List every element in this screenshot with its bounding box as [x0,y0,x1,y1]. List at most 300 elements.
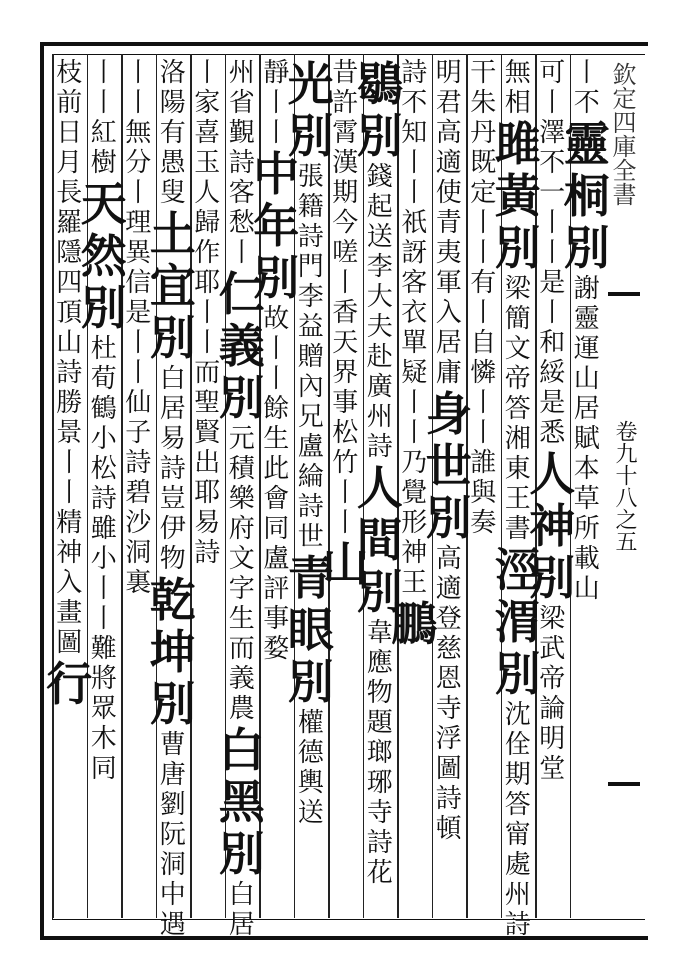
body-char: 詩 [366,432,393,462]
entry-title-char: 義 [218,319,265,373]
body-char: 月 [56,148,83,178]
body-char: 丨 [470,388,497,418]
body-char: 大 [366,282,393,312]
body-char: 丨 [125,328,152,358]
body-char: 丨 [263,334,290,364]
body-char: 李 [297,282,324,312]
entry-title-char: 別 [149,677,196,731]
body-char: 王 [401,568,428,598]
body-char: 而 [194,358,221,388]
body-char: 佺 [504,730,531,760]
body-char: 阮 [159,820,186,850]
margin-edge-title: 欽定四庫全書 [608,62,636,206]
entry-title-char: 宜 [149,259,196,313]
body-char: 信 [125,268,152,298]
body-char: 詩 [504,910,531,940]
body-char: 易 [159,424,186,454]
body-char: 詩 [159,454,186,484]
body-char: 武 [539,634,566,664]
body-char: 入 [435,298,462,328]
body-char: 荀 [90,364,117,394]
body-char: 丨 [401,388,428,418]
body-char: 世 [297,522,324,552]
body-char: 無 [125,118,152,148]
entry-title-char: 身 [425,387,472,441]
body-char: 浮 [435,724,462,754]
body-char: 不 [573,88,600,118]
body-char: 期 [332,178,359,208]
entry-title-char: 間 [356,513,403,567]
body-char: 沈 [504,700,531,730]
body-char: 沙 [125,508,152,538]
body-char: 輿 [297,768,324,798]
entry-title-char: 天 [80,177,127,231]
body-char: 慈 [435,634,462,664]
body-char: 小 [90,544,117,574]
body-char: 應 [366,648,393,678]
body-char: 山 [573,574,600,604]
entry-title-char: 乾 [149,573,196,627]
body-char: 適 [435,148,462,178]
body-char: 物 [366,678,393,708]
body-char: 靜 [263,58,290,88]
entry-title-char: 別 [425,491,472,545]
body-char: 詩 [435,784,462,814]
body-char: 神 [401,538,428,568]
entry-title-char: 涇 [494,543,541,597]
body-char: 歸 [194,208,221,238]
body-char: 愚 [159,148,186,178]
entry-title-char: 世 [425,439,472,493]
body-char: 異 [125,238,152,268]
body-char: 豈 [159,484,186,514]
body-char: 丨 [56,448,83,478]
body-char: 婺 [263,634,290,664]
body-char: 樹 [90,148,117,178]
body-char: 丨 [539,88,566,118]
body-char: 不 [401,88,428,118]
body-char: 玉 [194,148,221,178]
body-char: 長 [56,178,83,208]
body-char: 精 [56,508,83,538]
body-char: 起 [366,192,393,222]
body-char: 詩 [297,492,324,522]
body-char: 生 [263,424,290,454]
entry-title-char: 別 [563,221,610,275]
body-char: 處 [504,850,531,880]
entry-title-char: 坤 [149,625,196,679]
body-char: 農 [228,694,255,724]
body-char: 松 [90,454,117,484]
body-char: 丨 [263,364,290,394]
body-char: 相 [504,88,531,118]
entry-title-char: 仁 [218,267,265,321]
body-char: 謝 [573,274,600,304]
body-char: 丨 [125,178,152,208]
body-char: 庸 [435,358,462,388]
body-char: 碧 [125,478,152,508]
body-char: 人 [194,178,221,208]
body-char: 漢 [332,148,359,178]
body-char: 昔 [332,58,359,88]
body-char: 錢 [366,162,393,192]
body-char: 松 [332,418,359,448]
body-char: 丨 [470,418,497,448]
body-char: 易 [194,508,221,538]
body-char: 甯 [504,820,531,850]
body-char: 而 [228,634,255,664]
body-char: 本 [573,454,600,484]
body-char: 陽 [159,88,186,118]
body-char: 送 [366,222,393,252]
body-char: 丨 [56,478,83,508]
body-char: 仙 [125,388,152,418]
body-char: 聖 [194,388,221,418]
body-char: 悉 [539,418,566,448]
body-char: 丨 [194,58,221,88]
body-char: 帝 [504,364,531,394]
body-char: 德 [297,738,324,768]
body-char: 瑯 [366,738,393,768]
body-char: 詩 [125,448,152,478]
body-char: 奏 [470,508,497,538]
body-char: 是 [125,298,152,328]
margin-line-upper [608,292,640,296]
body-char: 枝 [56,58,83,88]
body-char: 詩 [90,484,117,514]
body-char: 耶 [194,478,221,508]
entry-title-char: 光 [287,57,334,111]
body-char: 界 [332,358,359,388]
entry-title-char: 黑 [218,775,265,829]
body-char: 夷 [435,238,462,268]
entry-title-char: 別 [494,647,541,701]
body-char: 山 [56,328,83,358]
body-char: 草 [573,484,600,514]
body-char: 運 [573,334,600,364]
body-char: 入 [56,568,83,598]
body-char: 丨 [539,208,566,238]
body-char: 丨 [539,298,566,328]
body-char: 登 [435,604,462,634]
body-char: 文 [504,334,531,364]
body-char: 有 [159,118,186,148]
body-char: 客 [228,178,255,208]
body-char: 誰 [470,448,497,478]
entry-title-char: 鶡 [356,57,403,111]
body-char: 適 [435,574,462,604]
body-char: 論 [539,694,566,724]
body-char: 樂 [228,484,255,514]
body-char: 居 [573,394,600,424]
body-char: 高 [435,118,462,148]
body-char: 日 [56,118,83,148]
body-char: 劉 [159,790,186,820]
body-char: 故 [263,304,290,334]
body-char: 省 [228,88,255,118]
body-char: 杜 [90,334,117,364]
body-char: 州 [504,880,531,910]
body-char: 和 [539,328,566,358]
body-char: 頂 [56,298,83,328]
body-char: 不 [539,148,566,178]
body-char: 丨 [332,478,359,508]
body-char: 高 [435,544,462,574]
body-char: 權 [297,708,324,738]
body-char: 遇 [159,910,186,940]
entry-title-char: 別 [287,655,334,709]
body-char: 紅 [90,118,117,148]
entry-title-char: 人 [356,461,403,515]
body-char: 軍 [435,268,462,298]
body-char: 單 [401,328,428,358]
body-char: 琊 [366,768,393,798]
body-char: 花 [366,858,393,888]
body-char: 門 [297,252,324,282]
entry-title-char: 別 [80,281,127,335]
body-char: 事 [263,604,290,634]
body-char: 愁 [228,208,255,238]
body-char: 張 [297,162,324,192]
body-char: 白 [159,364,186,394]
body-char: 簡 [504,304,531,334]
body-char: 覲 [228,118,255,148]
body-char: 詩 [56,358,83,388]
body-char: 同 [90,754,117,784]
body-char: 丨 [401,148,428,178]
entry-title-char: 桐 [563,169,610,223]
body-char: 期 [504,760,531,790]
body-char: 積 [228,454,255,484]
body-char: 勝 [56,388,83,418]
body-char: 丨 [90,604,117,634]
entry-title-char: 神 [529,499,576,553]
body-char: 籍 [297,192,324,222]
body-char: 評 [263,574,290,604]
body-char: 木 [90,724,117,754]
body-char: 明 [435,58,462,88]
body-char: 湘 [504,424,531,454]
entry-title-char: 山 [322,537,369,591]
body-char: 前 [56,88,83,118]
body-char: 香 [332,298,359,328]
body-char: 鶴 [90,394,117,424]
body-char: 羅 [56,208,83,238]
body-char: 丨 [125,58,152,88]
body-char: 澤 [539,118,566,148]
volume-label: 卷九十八之五 [612,420,637,552]
body-char: 丨 [125,88,152,118]
body-char: 丨 [573,58,600,88]
entry-title-char: 中 [253,147,300,201]
body-char: 丨 [401,418,428,448]
entry-title-char: 眼 [287,603,334,657]
entry-title-char: 白 [218,723,265,777]
entry-title-char: 別 [356,565,403,619]
body-char: 盧 [297,432,324,462]
body-char: 朱 [470,88,497,118]
body-char: 義 [228,664,255,694]
body-char: 同 [263,514,290,544]
body-char: 乃 [401,448,428,478]
body-char: 竹 [332,448,359,478]
entry-title-char: 別 [494,221,541,275]
body-char: 詩 [401,58,428,88]
body-char: 疑 [401,358,428,388]
body-char: 訝 [401,238,428,268]
body-char: 雖 [90,514,117,544]
body-char: 送 [297,798,324,828]
body-char: 靈 [573,304,600,334]
body-char: 憐 [470,358,497,388]
body-char: 王 [504,484,531,514]
body-char: 生 [228,604,255,634]
body-char: 梁 [539,604,566,634]
body-char: 丨 [125,358,152,388]
body-char: 詩 [228,148,255,178]
body-char: 裏 [125,568,152,598]
body-char: 韋 [366,618,393,648]
body-char: 出 [194,448,221,478]
entry-title-char: 別 [218,827,265,881]
body-char: 丨 [332,508,359,538]
body-char: 丨 [470,208,497,238]
entry-title-char: 別 [253,251,300,305]
body-char: 可 [539,58,566,88]
body-char: 書 [504,514,531,544]
body-char: 無 [504,58,531,88]
entry-title-char: 人 [529,447,576,501]
body-char: 載 [573,544,600,574]
body-char: 盧 [263,544,290,574]
body-char: 是 [539,388,566,418]
entry-title-char: 靈 [563,117,610,171]
entry-title-char: 黃 [494,169,541,223]
body-char: 府 [228,514,255,544]
body-char: 題 [366,708,393,738]
body-char: 會 [263,484,290,514]
body-char: 丨 [539,238,566,268]
body-char: 伊 [159,514,186,544]
body-char: 一 [539,178,566,208]
body-char: 丨 [90,574,117,604]
body-char: 今 [332,208,359,238]
body-char: 李 [366,252,393,282]
body-char: 圖 [56,628,83,658]
body-char: 恩 [435,664,462,694]
body-char: 洞 [125,538,152,568]
body-char: 詩 [194,538,221,568]
body-char: 圖 [435,754,462,784]
entry-title-char: 渭 [494,595,541,649]
body-char: 中 [159,880,186,910]
body-char: 餘 [263,394,290,424]
entry-title-char: 鵬 [391,597,438,651]
body-char: 梁 [504,274,531,304]
body-char: 答 [504,394,531,424]
body-char: 綸 [297,462,324,492]
body-char: 喜 [194,118,221,148]
body-char: 眾 [90,694,117,724]
body-char: 曹 [159,730,186,760]
entry-title-char: 然 [80,229,127,283]
body-char: 賦 [573,424,600,454]
body-char: 四 [56,268,83,298]
body-char: 定 [470,178,497,208]
body-char: 丨 [228,238,255,268]
body-char: 丨 [470,238,497,268]
body-char: 既 [470,148,497,178]
body-char: 將 [90,664,117,694]
body-char: 賢 [194,418,221,448]
body-char: 益 [297,312,324,342]
body-char: 丨 [194,298,221,328]
body-char: 州 [366,402,393,432]
body-char: 丹 [470,118,497,148]
body-char: 洞 [159,850,186,880]
body-char: 畫 [56,598,83,628]
body-char: 理 [125,208,152,238]
body-char: 丨 [263,118,290,148]
body-char: 明 [539,724,566,754]
body-char: 丨 [470,298,497,328]
body-char: 廣 [366,372,393,402]
body-char: 子 [125,418,152,448]
body-char: 有 [470,268,497,298]
body-char: 夫 [366,312,393,342]
body-char: 霄 [332,118,359,148]
body-char: 衣 [401,298,428,328]
body-char: 丨 [332,268,359,298]
body-char: 是 [539,268,566,298]
entry-title-char: 行 [46,657,93,711]
entry-title-char: 別 [356,109,403,163]
body-char: 居 [159,394,186,424]
body-char: 兄 [297,402,324,432]
body-char: 丨 [90,58,117,88]
entry-title-char: 土 [149,207,196,261]
body-char: 君 [435,88,462,118]
body-char: 形 [401,508,428,538]
body-char: 天 [332,328,359,358]
body-char: 東 [504,454,531,484]
entry-title-char: 青 [287,551,334,605]
body-char: 嗟 [332,238,359,268]
body-char: 分 [125,148,152,178]
body-char: 自 [470,328,497,358]
body-char: 事 [332,388,359,418]
body-char: 小 [90,424,117,454]
body-char: 詩 [297,222,324,252]
body-char: 丨 [401,178,428,208]
body-char: 堂 [539,754,566,784]
body-char: 許 [332,88,359,118]
body-char: 叟 [159,178,186,208]
body-char: 家 [194,88,221,118]
body-char: 所 [573,514,600,544]
body-char: 文 [228,544,255,574]
body-char: 耶 [194,268,221,298]
body-char: 內 [297,372,324,402]
body-char: 頓 [435,814,462,844]
body-char: 州 [228,58,255,88]
body-char: 客 [401,268,428,298]
body-char: 此 [263,454,290,484]
entry-title-char: 別 [218,371,265,425]
body-char: 覺 [401,478,428,508]
body-char: 唐 [159,760,186,790]
body-char: 干 [470,58,497,88]
